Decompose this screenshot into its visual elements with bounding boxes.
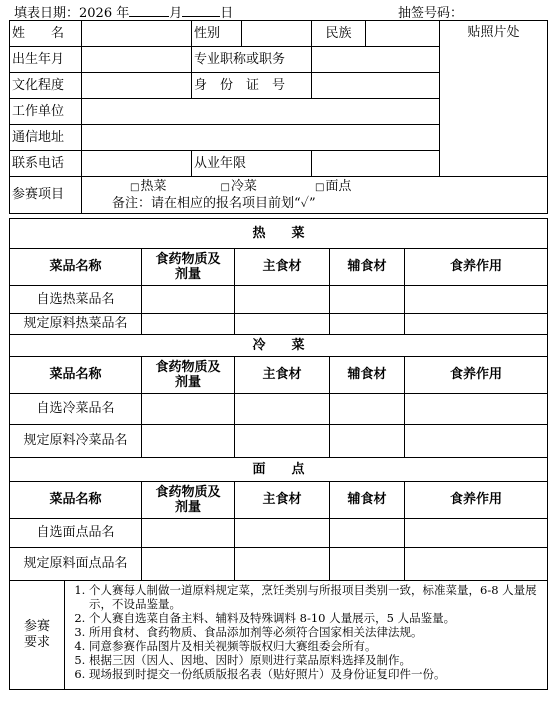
cold-row2-effect[interactable]: [405, 425, 548, 458]
pastry-row1-main[interactable]: [235, 519, 330, 548]
option-pastry-label: 面点: [325, 178, 352, 194]
cold-col-additive: [142, 357, 235, 394]
requirement-item: 4. 同意参赛作品图片及相关视频等版权归大赛组委会所有。: [89, 639, 543, 653]
day-blank[interactable]: [182, 4, 220, 17]
cold-row2-aux[interactable]: [330, 425, 405, 458]
education-label: 文化程度: [10, 73, 82, 99]
phone-field[interactable]: [82, 151, 192, 177]
pastry-row1-effect[interactable]: [405, 519, 548, 548]
hot-row2-main[interactable]: [235, 314, 330, 335]
checkbox-icon[interactable]: □: [130, 181, 140, 193]
checkbox-hot[interactable]: [130, 179, 166, 194]
date-prefix: 填表日期：2026 年: [14, 6, 130, 21]
requirements-label: [10, 581, 65, 690]
col-additive-line1: 食药物质及: [155, 252, 221, 267]
checkbox-pastry[interactable]: [315, 179, 351, 194]
month-blank[interactable]: [129, 4, 169, 17]
cold-row1-aux[interactable]: [330, 394, 405, 425]
education-field[interactable]: [82, 73, 192, 99]
col-additive-line1: 食药物质及: [155, 485, 221, 500]
hot-row2-label: 规定原料热菜品名: [10, 314, 142, 335]
items-checkbox-row: [86, 179, 545, 196]
pastry-row1-aux[interactable]: [330, 519, 405, 548]
ethnicity-field[interactable]: [366, 21, 440, 47]
checkbox-icon[interactable]: □: [314, 181, 325, 193]
hot-row2-aux[interactable]: [330, 314, 405, 335]
pastry-row2-aux[interactable]: [330, 548, 405, 581]
col-additive-line2: 剂量: [174, 267, 201, 282]
gender-field[interactable]: [242, 21, 312, 47]
cold-row1-main[interactable]: [235, 394, 330, 425]
requirements-label-line2: 要求: [23, 635, 50, 650]
id-label: 身 份 证 号: [192, 73, 312, 99]
workplace-field[interactable]: [82, 99, 440, 125]
hot-row1-label: 自选热菜品名: [10, 286, 142, 314]
hot-col-aux: 辅食材: [330, 249, 405, 286]
pastry-section-title: 面 点: [10, 458, 548, 482]
birth-label: 出生年月: [10, 47, 82, 73]
hot-col-additive: [142, 249, 235, 286]
col-additive-line1: 食药物质及: [155, 360, 221, 375]
requirement-item: 5. 根据三因（因人、因地、因时）原则进行菜品原料选择及制作。: [89, 653, 543, 667]
pastry-col-dish: 菜品名称: [10, 482, 142, 519]
pastry-col-aux: 辅食材: [330, 482, 405, 519]
cold-row2-main[interactable]: [235, 425, 330, 458]
hot-col-dish: 菜品名称: [10, 249, 142, 286]
hot-row1-main[interactable]: [235, 286, 330, 314]
address-label: 通信地址: [10, 125, 82, 151]
cold-row1-label: 自选冷菜品名: [10, 394, 142, 425]
hot-row2-additive[interactable]: [142, 314, 235, 335]
col-additive-line2: 剂量: [174, 500, 201, 515]
col-additive-line2: 剂量: [174, 375, 201, 390]
hot-row1-additive[interactable]: [142, 286, 235, 314]
years-field[interactable]: [312, 151, 440, 177]
birth-field[interactable]: [82, 47, 192, 73]
cold-col-main: 主食材: [235, 357, 330, 394]
title-field[interactable]: [312, 47, 440, 73]
requirement-item: 1. 个人赛每人制做一道原料规定菜，烹饪类别与所报项目类别一致，标准菜量，6-8 人量展示，不设品鉴量。: [89, 583, 543, 611]
requirements-label-line1: 参赛: [23, 619, 50, 634]
hot-row1-aux[interactable]: [330, 286, 405, 314]
pastry-row2-label: 规定原料面点品名: [10, 548, 142, 581]
id-field[interactable]: [312, 73, 440, 99]
cold-row2-label: 规定原料冷菜品名: [10, 425, 142, 458]
pastry-col-effect: 食养作用: [405, 482, 548, 519]
years-label: 从业年限: [192, 151, 312, 177]
requirement-item: 3. 所用食材、食药物质、食品添加剂等必须符合国家相关法律法规。: [89, 625, 543, 639]
requirement-item: 6. 现场报到时提交一份纸质版报名表（贴好照片）及身份证复印件一份。: [89, 667, 543, 681]
checkbox-icon[interactable]: □: [220, 181, 230, 193]
hot-col-main: 主食材: [235, 249, 330, 286]
checkbox-cold[interactable]: [220, 179, 256, 194]
pastry-row1-additive[interactable]: [142, 519, 235, 548]
hot-row1-effect[interactable]: [405, 286, 548, 314]
day-label: 日: [220, 6, 234, 21]
cold-col-aux: 辅食材: [330, 357, 405, 394]
name-field[interactable]: [82, 21, 192, 47]
cold-row1-additive[interactable]: [142, 394, 235, 425]
items-options: [82, 177, 548, 214]
pastry-row2-main[interactable]: [235, 548, 330, 581]
fill-date: [14, 2, 233, 21]
hot-row2-effect[interactable]: [405, 314, 548, 335]
pastry-row1-label: 自选面点品名: [10, 519, 142, 548]
pastry-row2-additive[interactable]: [142, 548, 235, 581]
workplace-label: 工作单位: [10, 99, 82, 125]
cold-row2-additive[interactable]: [142, 425, 235, 458]
form-header: [0, 2, 554, 20]
cold-col-effect: 食养作用: [405, 357, 548, 394]
option-hot-label: 热菜: [140, 178, 167, 194]
lottery-number-label: 抽签号码：: [398, 6, 464, 21]
pastry-row2-effect[interactable]: [405, 548, 548, 581]
hot-section-title: 热 菜: [10, 219, 548, 249]
name-label: 姓 名: [10, 21, 82, 47]
pastry-col-additive: [142, 482, 235, 519]
requirements-list: [65, 581, 548, 690]
pastry-col-main: 主食材: [235, 482, 330, 519]
ethnicity-label: 民族: [312, 21, 366, 47]
items-note: 备注：请在相应的报名项目前划“✓”: [112, 195, 316, 211]
cold-col-dish: 菜品名称: [10, 357, 142, 394]
title-label: 专业职称或职务: [192, 47, 312, 73]
photo-area: 贴照片处: [440, 21, 548, 177]
requirement-item: 2. 个人赛自选菜自备主料、辅料及特殊调料 8-10 人量展示，5 人品鉴量。: [89, 611, 543, 625]
personal-info-table: [9, 20, 548, 214]
month-label: 月: [169, 6, 183, 21]
address-field[interactable]: [82, 125, 440, 151]
phone-label: 联系电话: [10, 151, 82, 177]
cold-row1-effect[interactable]: [405, 394, 548, 425]
items-label: 参赛项目: [10, 177, 82, 214]
cold-section-title: 冷 菜: [10, 335, 548, 357]
option-cold-label: 冷菜: [230, 178, 257, 194]
gender-label: 性别: [192, 21, 242, 47]
dishes-table: [9, 218, 548, 690]
hot-col-effect: 食养作用: [405, 249, 548, 286]
